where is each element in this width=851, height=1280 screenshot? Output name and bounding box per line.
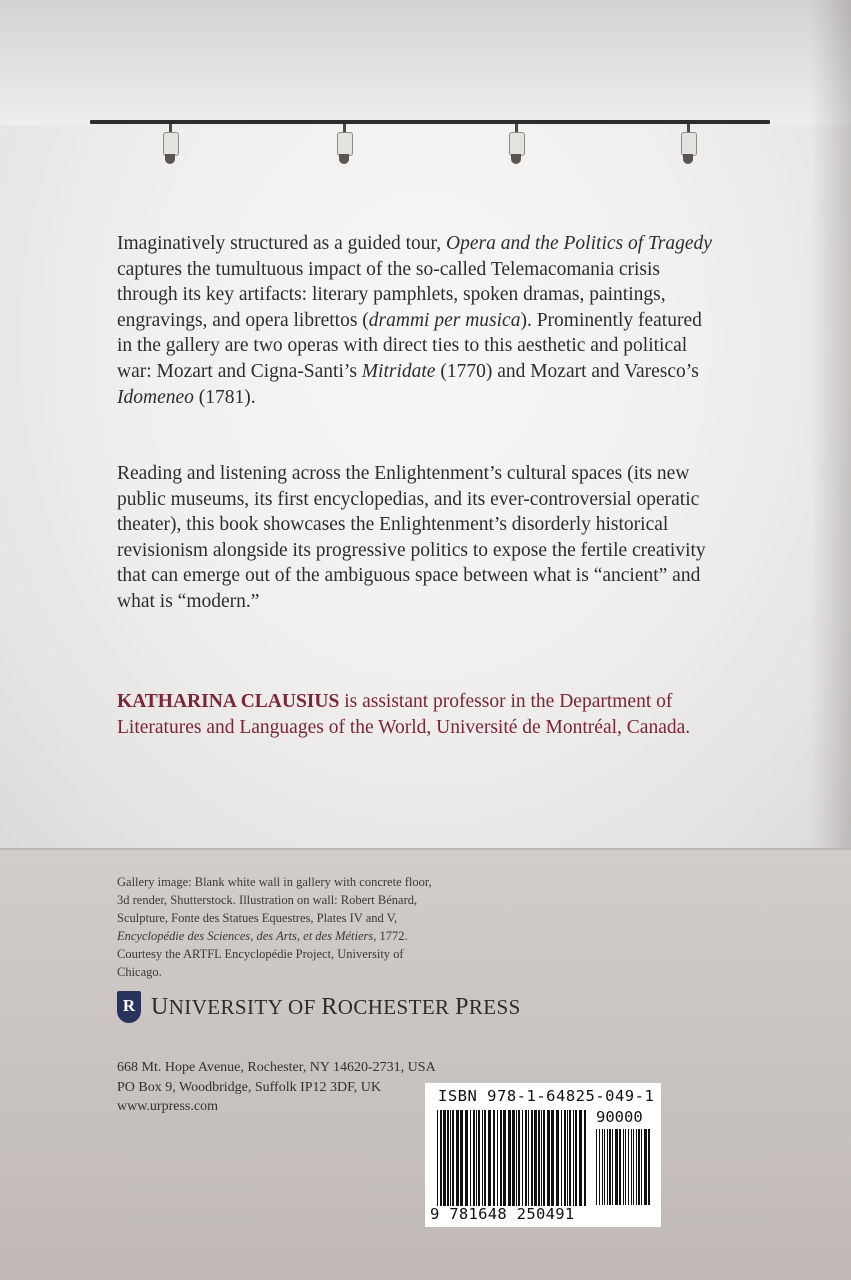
description-paragraph-2: [117, 461, 717, 615]
paragraph-1-segment: captures the tumultuous impact of the so-called Telemacomania crisis through its key artifacts: literary pamphlets, spoken dramas, paintings, engravings, and opera librettos (: [117, 258, 666, 331]
paragraph-1-segment: (1781).: [193, 386, 256, 408]
barcode-bar: [497, 1110, 498, 1206]
barcode-bar: [478, 1110, 480, 1206]
barcode-bar: [525, 1110, 527, 1206]
barcode-bar: [575, 1110, 577, 1206]
barcode-bar: [465, 1110, 468, 1206]
website-line: www.urpress.com: [117, 1099, 218, 1114]
barcode-bar: [556, 1110, 559, 1206]
publisher-address: [117, 1058, 477, 1117]
paragraph-1-segment: Opera and the Politics of Tragedy: [446, 233, 712, 254]
publisher-logo: [117, 991, 521, 1027]
publisher-name-part: U: [151, 994, 169, 1020]
price-barcode-bars: [596, 1129, 650, 1205]
spotlight-icon: [508, 124, 524, 168]
barcode-bar: [609, 1129, 611, 1205]
barcode-bar: [447, 1110, 449, 1206]
barcode-bar: [541, 1110, 542, 1206]
barcode-bar: [604, 1129, 605, 1205]
barcode-bar: [625, 1129, 626, 1205]
barcode-bar: [648, 1129, 650, 1205]
barcode-bar: [641, 1129, 642, 1205]
paragraph-1-segment: Mitridate: [361, 360, 436, 382]
barcode-bar: [443, 1110, 446, 1206]
barcode-bar: [528, 1110, 529, 1206]
barcode-bar: [518, 1110, 520, 1206]
address-line: PO Box 9, Woodbridge, Suffolk IP12 3DF, UK: [117, 1079, 382, 1095]
credits-segment: Encyclopédie des Sciences, des Arts, et des Métiers: [117, 929, 374, 943]
barcode-bar: [452, 1110, 454, 1206]
barcode-bar: [473, 1110, 475, 1206]
publisher-name: [151, 994, 521, 1021]
barcode-bar: [564, 1110, 566, 1206]
barcode-bar: [450, 1110, 451, 1206]
description-paragraph-1: [117, 231, 717, 410]
track-light-rail: [90, 120, 770, 124]
barcode-bar: [493, 1110, 495, 1206]
paragraph-1-segment: drammi per musica: [368, 309, 521, 331]
barcode-bar: [636, 1129, 637, 1205]
credits-segment: , 1772. Courtesy the ARTFL Encyclopédie Project, University of Chicago.: [117, 929, 408, 979]
spotlight-icon: [162, 124, 178, 168]
barcode-bar: [569, 1110, 571, 1206]
isbn-label: ISBN 978-1-64825-049-1: [438, 1087, 655, 1105]
barcode-bar: [612, 1129, 613, 1205]
shield-icon: R: [117, 991, 141, 1023]
paragraph-1-segment: Idomeneo: [117, 386, 194, 408]
barcode-digits: 9 781648 250491: [430, 1205, 575, 1223]
barcode-bar: [599, 1129, 600, 1205]
barcode-bar: [512, 1110, 515, 1206]
spotlight-icon: [336, 124, 352, 168]
barcode-bar: [440, 1110, 442, 1206]
barcode-bar: [607, 1129, 608, 1205]
publisher-name-part: RESS: [468, 995, 521, 1019]
barcode-bar: [567, 1110, 568, 1206]
barcode-bar: [623, 1129, 624, 1205]
barcode-bar: [573, 1110, 574, 1206]
barcode-bar: [482, 1110, 483, 1206]
wall-shadow-right: [810, 0, 851, 850]
barcode-bar: [579, 1110, 582, 1206]
publisher-name-part: OCHESTER: [337, 995, 456, 1019]
barcode-bar: [596, 1129, 597, 1205]
paragraph-1-segment: Imaginatively structured as a guided tour,: [117, 233, 446, 254]
barcode-bar: [619, 1129, 621, 1205]
barcode-bar: [531, 1110, 533, 1206]
credits-segment: Gallery image: Blank white wall in gallery with concrete floor, 3d render, Shutterstock. Illustration on wall: Robert Bénard, Sculpture, Fonte des Statues Equestres, Plates IV and V,: [117, 875, 432, 925]
price-code: 90000: [596, 1108, 643, 1126]
barcode-bar: [561, 1110, 562, 1206]
paragraph-1-segment: (1770) and Mozart and Varesco’s: [435, 360, 699, 382]
barcode-bar: [602, 1129, 603, 1205]
address-line: 668 Mt. Hope Avenue, Rochester, NY 14620-2731, USA: [117, 1060, 436, 1075]
isbn-barcode: [425, 1083, 661, 1227]
barcode-bar: [638, 1129, 640, 1205]
barcode-bar: [522, 1110, 523, 1206]
spotlight-icon: [680, 124, 696, 168]
barcode-bar: [508, 1110, 511, 1206]
barcode-bar: [488, 1110, 491, 1206]
barcode-bar: [484, 1110, 486, 1206]
barcode-bar: [615, 1129, 618, 1205]
barcode-bar: [534, 1110, 537, 1206]
publisher-name-part: NIVERSITY OF: [168, 995, 322, 1019]
barcode-bar: [437, 1110, 438, 1206]
barcode-bar: [476, 1110, 477, 1206]
paragraph-2-text: Reading and listening across the Enlightenment’s cultural spaces (its new public museums, its first encyclopedias, and its ever-controversial operatic theater), this book showcases the Enlightenment’s disorderly historical revisionism alongside its progressive politics to expose the fertile creativity that can emerge out of the ambiguous space between what is “ancient” and what is “modern.”: [117, 463, 706, 612]
barcode-bar: [500, 1110, 502, 1206]
author-name: KATHARINA CLAUSIUS: [117, 691, 340, 712]
barcode-bar: [470, 1110, 471, 1206]
barcode-bar: [551, 1110, 554, 1206]
barcode-bar: [516, 1110, 517, 1206]
barcode-bar: [631, 1129, 632, 1205]
barcode-bar: [456, 1110, 459, 1206]
paragraph-1-segment: ). Prominently featured in the gallery are two operas with direct ties to this aesthetic and political war: Mozart and Cigna-Santi’s: [117, 309, 702, 382]
barcode-bar: [633, 1129, 634, 1205]
barcode-bar: [543, 1110, 545, 1206]
publisher-name-part: R: [321, 994, 338, 1020]
author-bio-text: is assistant professor in the Department of Literatures and Languages of the World, Université de Montréal, Canada.: [117, 691, 691, 738]
barcode-bar: [644, 1129, 647, 1205]
barcode-bar: [460, 1110, 463, 1206]
image-credits: [117, 873, 437, 981]
barcode-bars: [437, 1110, 587, 1206]
publisher-name-part: P: [455, 994, 469, 1020]
barcode-bar: [584, 1110, 586, 1206]
barcode-bar: [503, 1110, 506, 1206]
barcode-bar: [628, 1129, 629, 1205]
wall-shadow-top: [0, 0, 851, 125]
barcode-bar: [538, 1110, 540, 1206]
author-bio: [117, 689, 717, 740]
barcode-bar: [547, 1110, 550, 1206]
